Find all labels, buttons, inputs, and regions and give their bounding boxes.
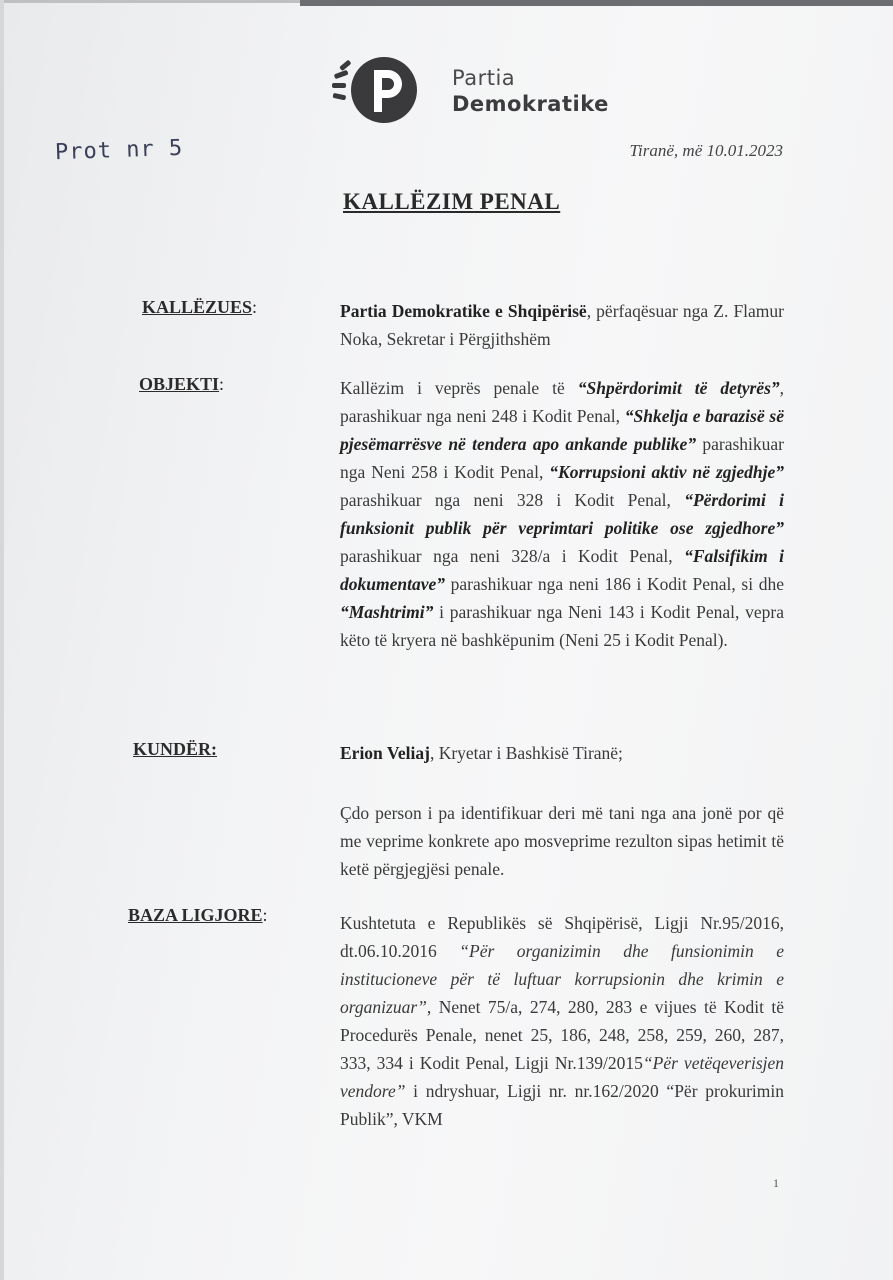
kunder-other-persons [340,799,784,883]
label-colon: : [252,297,258,317]
text-segment: parashikuar nga neni 328 i Kodit Penal, [340,490,685,510]
text-segment: i parashikuar nga Neni 143 i Kodit Penal, vepra këto të kryera në bashkëpunim (Neni 25 i Kodit Penal). [340,602,784,650]
handwritten-protocol-note: Prot nr 5 [54,135,184,166]
text-segment: parashikuar nga Neni 258 i Kodit Penal, [340,434,784,482]
pd-logo-icon [332,54,422,126]
accused-name: Erion Veliaj [340,743,430,763]
text-segment: parashikuar nga neni 186 i Kodit Penal, si dhe [445,574,784,594]
kallezues-text [340,297,784,353]
scan-edge-top [300,0,893,6]
label-baza-text: BAZA LIGJORE [128,905,263,925]
label-colon: : [219,374,225,394]
offense-name: “Mashtrimi” [340,602,434,622]
offense-name: “Shkelja e barazisë së pjesëmarrësve në tendera apo ankande publike” [340,406,784,454]
text-segment: Kallëzim i veprës penale të [340,378,578,398]
label-kallezues-text: KALLËZUES [142,297,253,317]
other-persons-text: Çdo person i pa identifikuar deri më tani nga ana jonë por që me veprime konkrete apo mosveprime rezulton sipas hetimit të ketë përgjegjësi penale. [340,803,784,879]
text-segment: i ndryshuar, Ligji nr. nr.162/2020 “Për prokurimin Publik”, VKM [340,1081,784,1129]
objekti-text [340,374,784,654]
label-kunder-text: KUNDËR: [133,739,217,759]
offense-name: “Korrupsioni aktiv në zgjedhje” [549,462,784,482]
accuser-party-name: Partia Demokratike e Shqipërisë [340,301,587,321]
offense-name: “Përdorimi i funksionit publik për veprimtari politike ose zgjedhore” [340,490,784,538]
document-title: KALLËZIM PENAL [343,189,561,214]
label-kunder [133,739,217,760]
document-date: Tiranë, më 10.01.2023 [629,141,783,160]
text-segment: Kushtetuta e Republikës së Shqipërisë, Ligji Nr.95/2016, dt.06.10.2016 [340,913,784,961]
kunder-text [340,739,784,767]
label-baza-ligjore [128,905,268,926]
offense-name: “Shpërdorimit të detyrës” [577,378,780,398]
label-objekti-text: OBJEKTI [139,374,220,394]
text-segment: parashikuar nga neni 328/a i Kodit Penal, [340,546,685,566]
accuser-representative: , përfaqësuar nga Z. Flamur Noka, Sekretar i Përgjithshëm [340,301,784,349]
law-title: “Për organizimin dhe funsionimin e institucioneve për të luftuar korrupsionin dhe krimin e organizuar” [340,941,784,1017]
offense-name: “Falsifikim i dokumentave” [340,546,784,594]
page-number: 1 [773,1176,779,1190]
law-title: “Për vetëqeverisjen vendore” [340,1053,785,1101]
party-logo [332,54,632,126]
label-objekti [139,374,224,395]
text-segment: , Nenet 75/a, 274, 280, 283 e vijues të Kodit të Procedurës Penale, nenet 25, 186, 248, 258, 259, 260, 287, 333, 334 i Kodit Penal, Ligji Nr.139/2015 [340,997,784,1073]
scan-edge-top-left [0,0,300,3]
label-colon: : [262,905,268,925]
baza-ligjore-text [340,909,784,1133]
label-kallezues [142,297,257,318]
logo-text-partia: Partia [452,66,516,90]
text-segment: , parashikuar nga neni 248 i Kodit Penal, [340,378,785,426]
scan-edge-left [0,0,4,1280]
logo-text-demokratike: Demokratike [452,92,609,116]
accused-role: , Kryetar i Bashkisë Tiranë; [429,743,623,763]
